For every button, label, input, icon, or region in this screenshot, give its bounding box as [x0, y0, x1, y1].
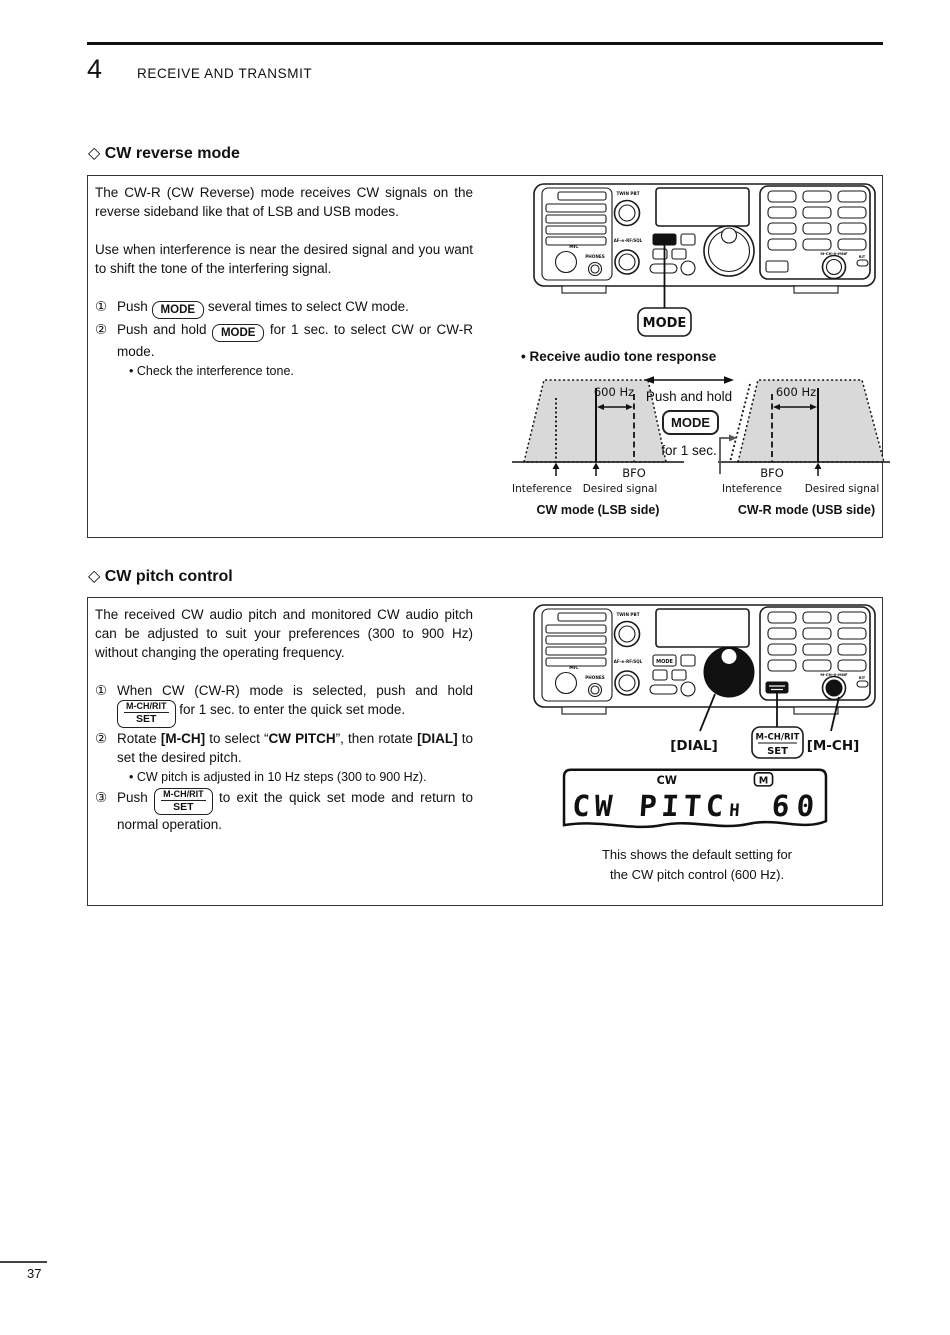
- keypad: [760, 607, 870, 700]
- step-text: to set the desired pitch.: [117, 730, 473, 765]
- cw-mode-indicator: CW: [656, 773, 677, 787]
- step-text: for 1 sec. to select CW or CW-R mode.: [117, 322, 473, 359]
- svg-text:Desired signal: Desired signal: [804, 483, 880, 495]
- chapter-number: 4: [87, 54, 103, 84]
- cw-pitch-text: [95, 605, 473, 834]
- up-arrow-icon: [593, 463, 600, 477]
- svg-text:RIT: RIT: [858, 676, 866, 680]
- step-1: [95, 681, 473, 728]
- radio-illustration-mode: [532, 182, 879, 342]
- pill-button: [650, 685, 677, 694]
- round-button: [681, 682, 695, 696]
- svg-text:MODE: MODE: [656, 238, 673, 244]
- header-rule: [87, 42, 883, 45]
- lcd-readout: [561, 766, 829, 840]
- footer-rule: [0, 1261, 47, 1263]
- svg-text:Inteference: Inteference: [512, 483, 572, 495]
- mode-key: MODE: [662, 410, 719, 435]
- lcd-screen: [656, 609, 749, 647]
- step-2: [95, 320, 473, 381]
- step-1: [95, 297, 473, 319]
- speaker-grille: [542, 188, 612, 280]
- step-number: ①: [95, 683, 108, 698]
- pill-button: [650, 264, 677, 273]
- m-ch-rit-set-key: M-CH/RIT SET: [117, 700, 176, 728]
- up-arrow-icon: [815, 463, 822, 477]
- mode-button-highlighted: [653, 234, 676, 245]
- svg-text:MODE: MODE: [642, 316, 687, 331]
- svg-text:600 Hz: 600 Hz: [775, 385, 817, 399]
- svg-text:[M-CH]: [M-CH]: [806, 738, 860, 754]
- paragraph: The received CW audio pitch and monitored CW audio pitch can be adjusted to suit your preferences (300 to 900 Hz) without changing the operating frequency.: [95, 607, 473, 660]
- svg-text:PHONES: PHONES: [585, 254, 605, 259]
- svg-text:AF-⊕-RF/SQL: AF-⊕-RF/SQL: [613, 659, 643, 664]
- step-text: Push: [117, 789, 148, 805]
- svg-text:RIT: RIT: [858, 255, 866, 259]
- function-button: [681, 234, 695, 245]
- step-text: to select “: [209, 730, 269, 746]
- step-text: several times to select CW mode.: [207, 299, 409, 314]
- page-number: 37: [27, 1266, 42, 1281]
- section-heading-cw-pitch: ◇ CW pitch control: [88, 568, 233, 585]
- step-text: for 1 sec. to enter the quick set mode.: [179, 702, 406, 717]
- tuning-dial-highlighted: [704, 647, 754, 697]
- cw-reverse-text: [95, 183, 473, 381]
- cw-pitch-box: [87, 597, 883, 906]
- step-text: to exit the quick set mode and return to normal operation.: [117, 789, 473, 832]
- lcd-screen: [656, 188, 749, 226]
- svg-text:Desired signal: Desired signal: [582, 483, 658, 495]
- step-number: ②: [95, 322, 108, 337]
- mode-key: MODE: [152, 301, 205, 319]
- step-text: When CW (CW-R) mode is selected, push and hold: [117, 683, 473, 698]
- keypad: [760, 186, 870, 279]
- function-button: [653, 670, 667, 680]
- step-2: [95, 729, 473, 787]
- tuning-dial: [704, 226, 754, 276]
- svg-text:M-CH-⊕-MNF: M-CH-⊕-MNF: [820, 251, 848, 256]
- mode-button: [653, 655, 676, 666]
- svg-text:[DIAL]: [DIAL]: [670, 738, 718, 754]
- dial-ref: [DIAL]: [417, 730, 458, 746]
- svg-text:CW PITC: CW PITC: [571, 789, 725, 824]
- svg-text:BFO: BFO: [622, 466, 646, 480]
- step-text: Push and hold: [117, 322, 207, 337]
- function-button: [672, 670, 686, 680]
- svg-text:600 Hz: 600 Hz: [593, 385, 635, 399]
- m-ch-rit-set-key: M-CH/RIT SET: [154, 788, 213, 816]
- svg-text:TWIN PBT: TWIN PBT: [616, 191, 640, 196]
- radio-illustration-dial: [532, 603, 879, 763]
- mic-jack: [556, 673, 577, 694]
- svg-text:MODE: MODE: [656, 659, 673, 665]
- svg-text:TWIN PBT: TWIN PBT: [616, 612, 640, 617]
- svg-text:MIC: MIC: [569, 245, 579, 250]
- segment-display: [571, 789, 815, 823]
- step-3: [95, 788, 473, 835]
- function-button: [672, 249, 686, 259]
- cw-mode-caption: CW mode (LSB side): [536, 503, 660, 517]
- svg-text:M: M: [758, 775, 769, 787]
- paragraph: The CW-R (CW Reverse) mode receives CW signals on the reverse sideband like that of LSB and USB modes.: [95, 185, 473, 219]
- cw-reverse-box: [87, 175, 883, 538]
- up-arrow-icon: [553, 463, 560, 477]
- step-number: ③: [95, 789, 108, 805]
- svg-text:MIC: MIC: [569, 666, 579, 671]
- svg-text:SET: SET: [767, 746, 788, 757]
- lcd-caption: This shows the default setting for the CW pitch control (600 Hz).: [601, 847, 793, 882]
- step-bullet: • Check the interference tone.: [129, 364, 294, 378]
- cw-r-mode-diagram: [714, 366, 894, 498]
- set-button: [766, 261, 788, 272]
- elbow-arrow-icon: [720, 435, 737, 475]
- step-number: ①: [95, 299, 108, 314]
- mic-jack: [556, 252, 577, 273]
- svg-text:H: H: [728, 801, 741, 822]
- round-button: [681, 261, 695, 275]
- cw-pitch-ref: CW PITCH: [268, 730, 336, 746]
- mode-key: MODE: [212, 324, 265, 342]
- svg-text:BFO: BFO: [760, 466, 784, 480]
- step-text: Rotate: [117, 730, 157, 746]
- step-number: ②: [95, 730, 108, 746]
- chapter-title: RECEIVE AND TRANSMIT: [137, 66, 313, 81]
- svg-text:60: 60: [770, 789, 816, 824]
- paragraph: Use when interference is near the desired signal and you want to shift the tone of the interfering signal.: [95, 242, 473, 276]
- rit-button: [857, 681, 868, 687]
- rit-button: [857, 260, 868, 266]
- svg-text:Inteference: Inteference: [722, 483, 782, 495]
- section-heading-cw-reverse: ◇ CW reverse mode: [88, 145, 240, 162]
- svg-text:M-CH/RIT: M-CH/RIT: [755, 732, 800, 743]
- step-bullet: • CW pitch is adjusted in 10 Hz steps (300 to 900 Hz).: [129, 769, 427, 784]
- svg-text:PHONES: PHONES: [585, 675, 605, 680]
- speaker-grille: [542, 609, 612, 701]
- tone-response-title: • Receive audio tone response: [521, 349, 717, 364]
- step-text: Push: [117, 299, 148, 314]
- set-button-highlighted: [766, 682, 788, 693]
- svg-text:M-CH-⊕-MNF: M-CH-⊕-MNF: [820, 672, 848, 677]
- duration-label: for 1 sec.: [661, 443, 717, 458]
- svg-text:AF-⊕-RF/SQL: AF-⊕-RF/SQL: [613, 238, 643, 243]
- step-text: ”, then rotate: [335, 730, 413, 746]
- push-and-hold-label: Push and hold: [645, 389, 733, 404]
- cw-r-mode-caption: CW-R mode (USB side): [737, 503, 876, 517]
- function-button: [681, 655, 695, 666]
- m-ch-ref: [M-CH]: [160, 730, 206, 746]
